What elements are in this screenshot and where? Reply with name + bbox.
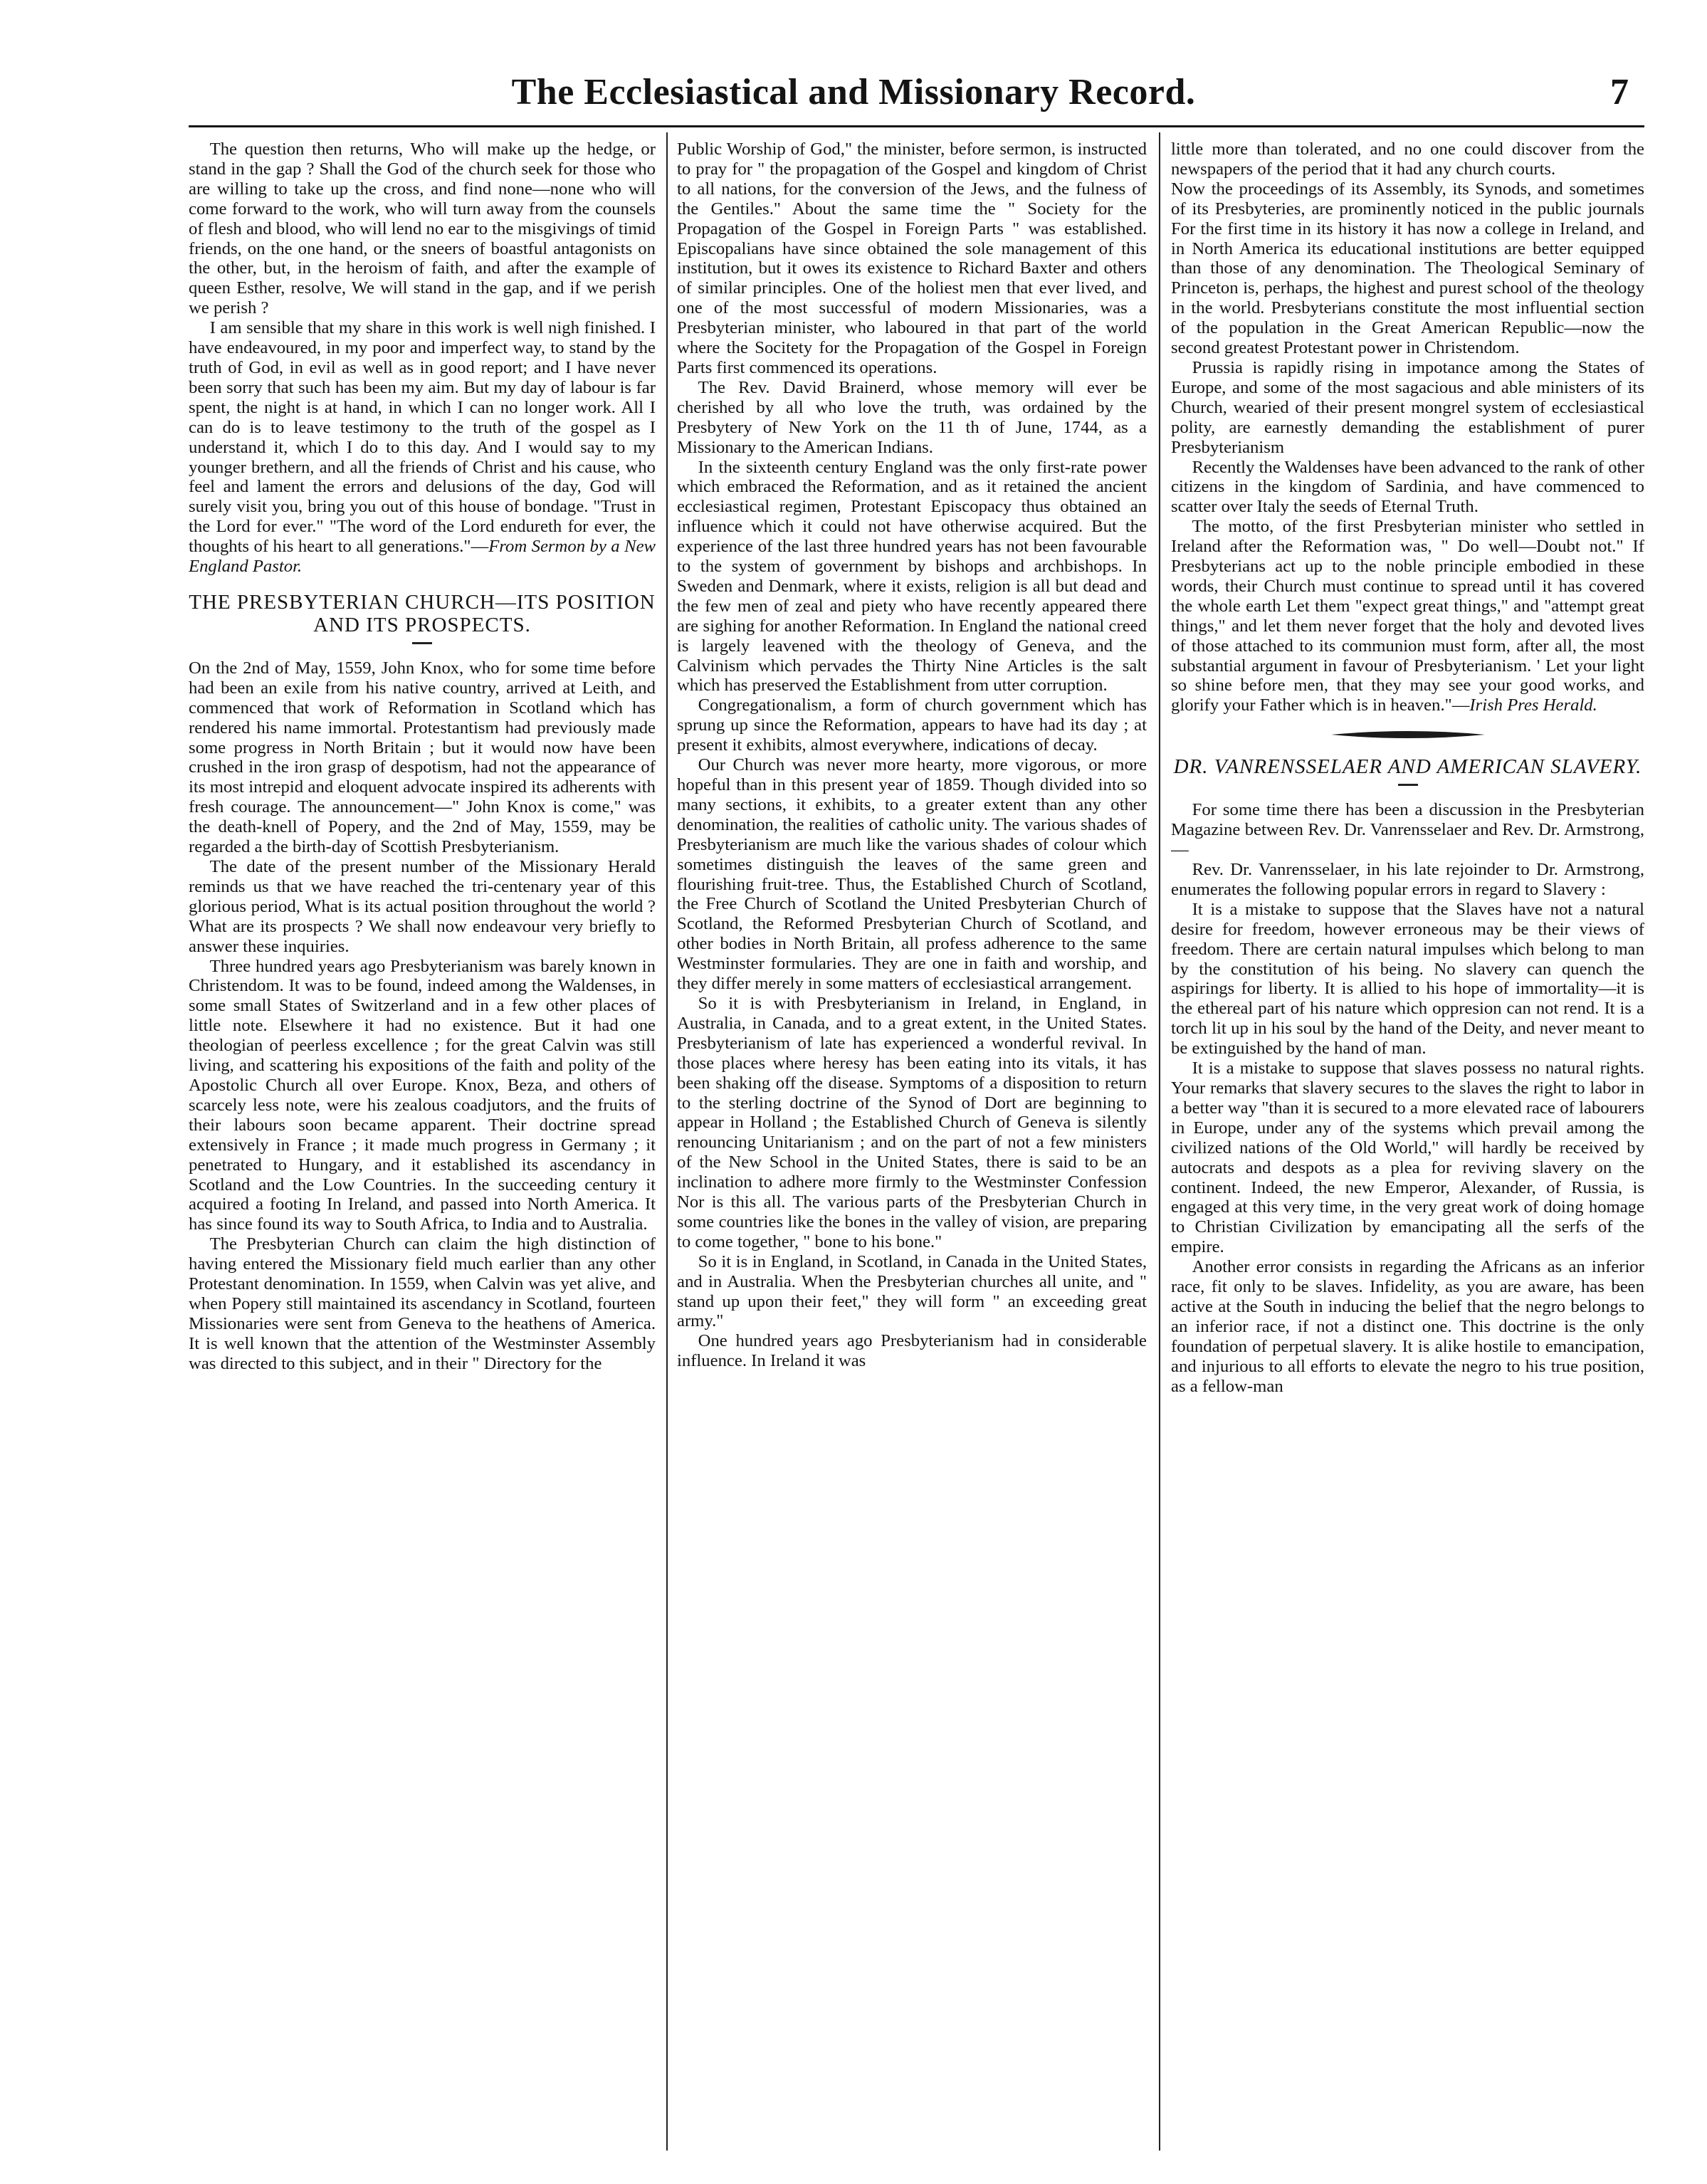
ornamental-divider — [1330, 728, 1486, 741]
paragraph: Rev. Dr. Vanrensselaer, in his late rejoinder to Dr. Armstrong, enumerates the following popular errors in regard to Slavery : — [1171, 860, 1644, 899]
paragraph: Now the proceedings of its Assembly, its Synods, and sometimes of its Presbyteries, are prominently noticed in the public journals For the first time in its history it has now a college in Ireland, and in North America its educational institutions are better equipped than those of any denomination. The Theological Seminary of Princeton is, perhaps, the highest and purest school of the theology in the world. Presbyterians constitute the most influential section of the population in the Great American Republic—now the second greatest Protestant power in Christendom. — [1171, 179, 1644, 358]
paragraph — [189, 318, 656, 577]
paragraph: The date of the present number of the Missionary Herald reminds us that we have reached the tri-centenary year of this glorious period, What is its actual position throughout the world ? What are its prospects ? We shall now endeavour very briefly to answer these inquiries. — [189, 857, 656, 956]
heading-divider — [412, 642, 432, 644]
paragraph-text: The motto, of the first Presbyterian minister who settled in Ireland after the Reformation was, " Do well—Doubt not." If Presbyterians act up to the noble principle embodied in these words, their Church must continue to spread until it has covered the whole earth Let them "expect great things," and "attempt great things," and let them never forget that the holy and devoted lives of those attached to its communion must form, after all, the most substantial argument in favour of Presbyterianism. ' Let your light so shine before men, that they may see your good works, and glorify your Father which is in heaven."— — [1171, 517, 1644, 715]
paragraph: The Presbyterian Church can claim the high distinction of having entered the Missionary field much earlier than any other Protestant denomination. In 1559, when Calvin was yet alive, and when Popery still maintained its ascendancy in Scotland, fourteen Missionaries were sent from Geneva to the heathens of America. It is well known that the attention of the Westminster Assembly was directed to this subject, and in their " Directory for the — [189, 1234, 656, 1373]
article-heading: THE PRESBYTERIAN CHURCH—ITS POSITION AND ITS PROSPECTS. — [189, 590, 656, 636]
paragraph: In the sixteenth century England was the only first-rate power which embraced the Reformation, and as it retained the ancient ecclesiastical regimen, Protestant Episcopacy thus obtained an influence which it could not have otherwise acquired. But the experience of the last three hundred years has not been favourable to the system of government by bishops and archbishops. In Sweden and Denmark, where it exists, religion is all but dead and the few men of zeal and piety who have recently appeared there are sighing for another Reformation. In England the national creed is largely leavened with the theology of Geneva, and the Calvinism which pervades the Thirty Nine Articles is the salt which has preserved the Establishment from utter corruption. — [677, 457, 1147, 695]
paragraph: The Rev. David Brainerd, whose memory will ever be cherished by all who love the truth, was ordained by the Presbytery of New York on the 11 th of June, 1744, as a Missionary to the American Indians. — [677, 377, 1147, 457]
paragraph: Public Worship of God," the minister, before sermon, is instructed to pray for " the propagation of the Gospel and kingdom of Christ to all nations, for the conversion of the Jews, and the fulness of the Gentiles." About the same time the " Society for the Propagation of the Gospel in Foreign Parts " was established. Episcopalians have since obtained the sole management of this institution, but it owes its existence to Richard Baxter and others of similar principles. One of the holiest men that ever lived, and one of the most successful of modern Missionaries, was a Presbyterian minister, who laboured in that part of the world where the Socitety for the Propagation of the Gospel in Foreign Parts first commenced its operations. — [677, 140, 1147, 377]
header-rule — [189, 125, 1644, 127]
paragraph-text: I am sensible that my share in this work is well nigh finished. I have endeavoured, in my poor and imperfect way, to stand by the truth of God, in evil as well as in good report; and I have never been sorry that such has been my aim. But my day of labour is far spent, the night is at hand, in which I can no longer work. All I can do is to leave testimony to the truth of the gospel as I understand it, which I do to this day. And I would say to my younger brethern, and all the friends of Christ and his cause, who feel and lament the errors and delusions of the day, God will surely visit you, bring you out of this house of bondage. "Trust in the Lord for ever." "The word of the Lord endureth for ever, the thoughts of his heart to all generations."— — [189, 318, 656, 557]
column-divider — [1159, 132, 1160, 2151]
paragraph: For some time there has been a discussion in the Presbyterian Magazine between Rev. Dr. Vanrensselaer and Rev. Dr. Armstrong,— — [1171, 800, 1644, 860]
masthead — [0, 71, 1707, 121]
paragraph: Three hundred years ago Presbyterianism was barely known in Christendom. It was to be found, indeed among the Waldenses, in some small States of Switzerland and in a few other places of little note. Elsewhere it had no existence. But it had one theologian of peerless excellence ; for the great Calvin was still living, and scattering his expositions of the faith and polity of the Apostolic Church all over Europe. Knox, Beza, and others of scarcely less note, were his zealous coadjutors, and the fruits of their labours soon became apparent. Their doctrine spread extensively in France ; it made much progress in Germany ; it penetrated to Hungary, and it established its ascendancy in Scotland and the Low Countries. In the succeeding century it acquired a footing In Ireland, and passed into North America. It has since found its way to South Africa, to India and to Australia. — [189, 956, 656, 1234]
paragraph: Another error consists in regarding the Africans as an inferior race, fit only to be slaves. Infidelity, as you are aware, has been active at the South in inducing the belief that the negro belongs to an inferior race, if not a distinct one. This doctrine is the only foundation of perpetual slavery. It is alike hostile to emancipation, and injurious to all efforts to elevate the negro to his true position, as a fellow-man — [1171, 1257, 1644, 1396]
column-3 — [1171, 140, 1644, 2140]
paragraph: little more than tolerated, and no one could discover from the newspapers of the period that it had any church courts. — [1171, 140, 1644, 179]
column-divider — [666, 132, 668, 2151]
paragraph: One hundred years ago Presbyterianism had in considerable influence. In Ireland it was — [677, 1331, 1147, 1371]
paragraph: Our Church was never more hearty, more vigorous, or more hopeful than in this present year of 1859. Though divided into so many sections, it exhibits, to a greater extent than any other denomination, the realities of catholic unity. The various shades of Presbyterianism are much like the various shades of colour which sometimes distinguish the leaves of the same green and flourishing fruit-tree. Thus, the Established Church of Scotland, the Free Church of Scotland the United Presbyterian Church of Scotland, the Reformed Presbyterian Church of Scotland, and other bodies in North Britain, all profess adherence to the same Westminster formularies. They are one in faith and worship, and they differ merely in some matters of ecclesiastical arrangement. — [677, 755, 1147, 994]
journal-title: The Ecclesiastical and Missionary Record. — [511, 72, 1196, 112]
paragraph: So it is in England, in Scotland, in Canada in the United States, and in Australia. When the Presbyterian churches all unite, and " stand up upon their feet," they will form " an exceeding great army." — [677, 1251, 1147, 1331]
paragraph: On the 2nd of May, 1559, John Knox, who for some time before had been an exile from his native country, arrived at Leith, and commenced that work of Reformation in Scotland which has rendered his name immortal. Protestantism had previously made some progress in North Britain ; but it would now have been crushed in the iron grasp of despotism, had not the appearance of its most intrepid and eloquent advocate inspired its adherents with fresh courage. The announcement—" John Knox is come," was the death-knell of Popery, and the 2nd of May, 1559, may be regarded a the birth-day of Scottish Presbyterianism. — [189, 658, 656, 857]
paragraph — [1171, 517, 1644, 715]
column-2 — [677, 140, 1147, 2140]
paragraph: So it is with Presbyterianism in Ireland, in England, in Australia, in Canada, and to a great extent, in the United States. Presbyterianism of late has experienced a wonderful revival. In those places where heresy has been eating into its vitals, it has been shaking off the disease. Symptoms of a disposition to return to the sterling doctrine of the Synod of Dort are beginning to appear in Holland ; the Established Church of Geneva is silently renouncing Unitarianism ; and on the part of not a few ministers of the New School in the United States, there is said to be an inclination to adhere more firmly to the Westminster Confession Nor is this all. The various parts of the Presbyterian Church in some countries like the bones in the valley of vision, are preparing to come together, " bone to his bone." — [677, 993, 1147, 1251]
page-number: 7 — [1610, 72, 1629, 112]
article-heading: DR. VANRENSSELAER AND AMERICAN SLAVERY. — [1173, 755, 1642, 779]
column-1 — [189, 140, 656, 2140]
attribution: From Sermon by a New England Pastor. — [189, 537, 656, 577]
heading-divider — [1398, 784, 1418, 786]
paragraph: Recently the Waldenses have been advanced to the rank of other citizens in the kingdom of Sardinia, and have commenced to scatter over Italy the seeds of Eternal Truth. — [1171, 457, 1644, 517]
paragraph: It is a mistake to suppose that the Slaves have not a natural desire for freedom, however erroneous may be their views of freedom. There are certain natural impulses which belong to man by the constitution of his being. No slavery can quench the aspirings for liberty. It is allied to his hope of immortality—it is the ethereal part of his nature which oppresion can not rend. It is a torch lit up in his soul by the hand of the Deity, and never meant to be extinguished by the hand of man. — [1171, 899, 1644, 1059]
paragraph: Prussia is rapidly rising in impotance among the States of Europe, and some of the most sagacious and able ministers of its Church, wearied of their present mongrel system of ecclesiastical polity, are earnestly demanding the establishment of purer Presbyterianism — [1171, 357, 1644, 457]
paragraph: Congregationalism, a form of church government which has sprung up since the Reformation, appears to have had its day ; at present it exhibits, almost everywhere, indications of decay. — [677, 695, 1147, 755]
paragraph: The question then returns, Who will make up the hedge, or stand in the gap ? Shall the God of the church seek for those who are willing to take up the cross, and find none—none who will come forward to the work, who will turn away from the counsels of flesh and blood, who will lend no ear to the misgivings of timid friends, on the one hand, or the sneers of boastful antagonists on the other, but, in the heroism of faith, and after the example of queen Esther, resolve, We will stand in the gap, and if we perish we perish ? — [189, 140, 656, 318]
attribution: Irish Pres Herald. — [1469, 695, 1597, 715]
paragraph: It is a mistake to suppose that slaves possess no natural rights. Your remarks that slavery secures to the slaves the right to labor in a better way "than it is secured to a more elevated race of labourers in Europe, under any of the systems which prevail among the civilized nations of the Old World," will hardly be received by autocrats and despots as a plea for reviving slavery on the continent. Indeed, the new Emperor, Alexander, of Russia, is engaged at this very time, in the very great work of doing homage to Christian Civilization by emancipating all the serfs of the empire. — [1171, 1059, 1644, 1257]
